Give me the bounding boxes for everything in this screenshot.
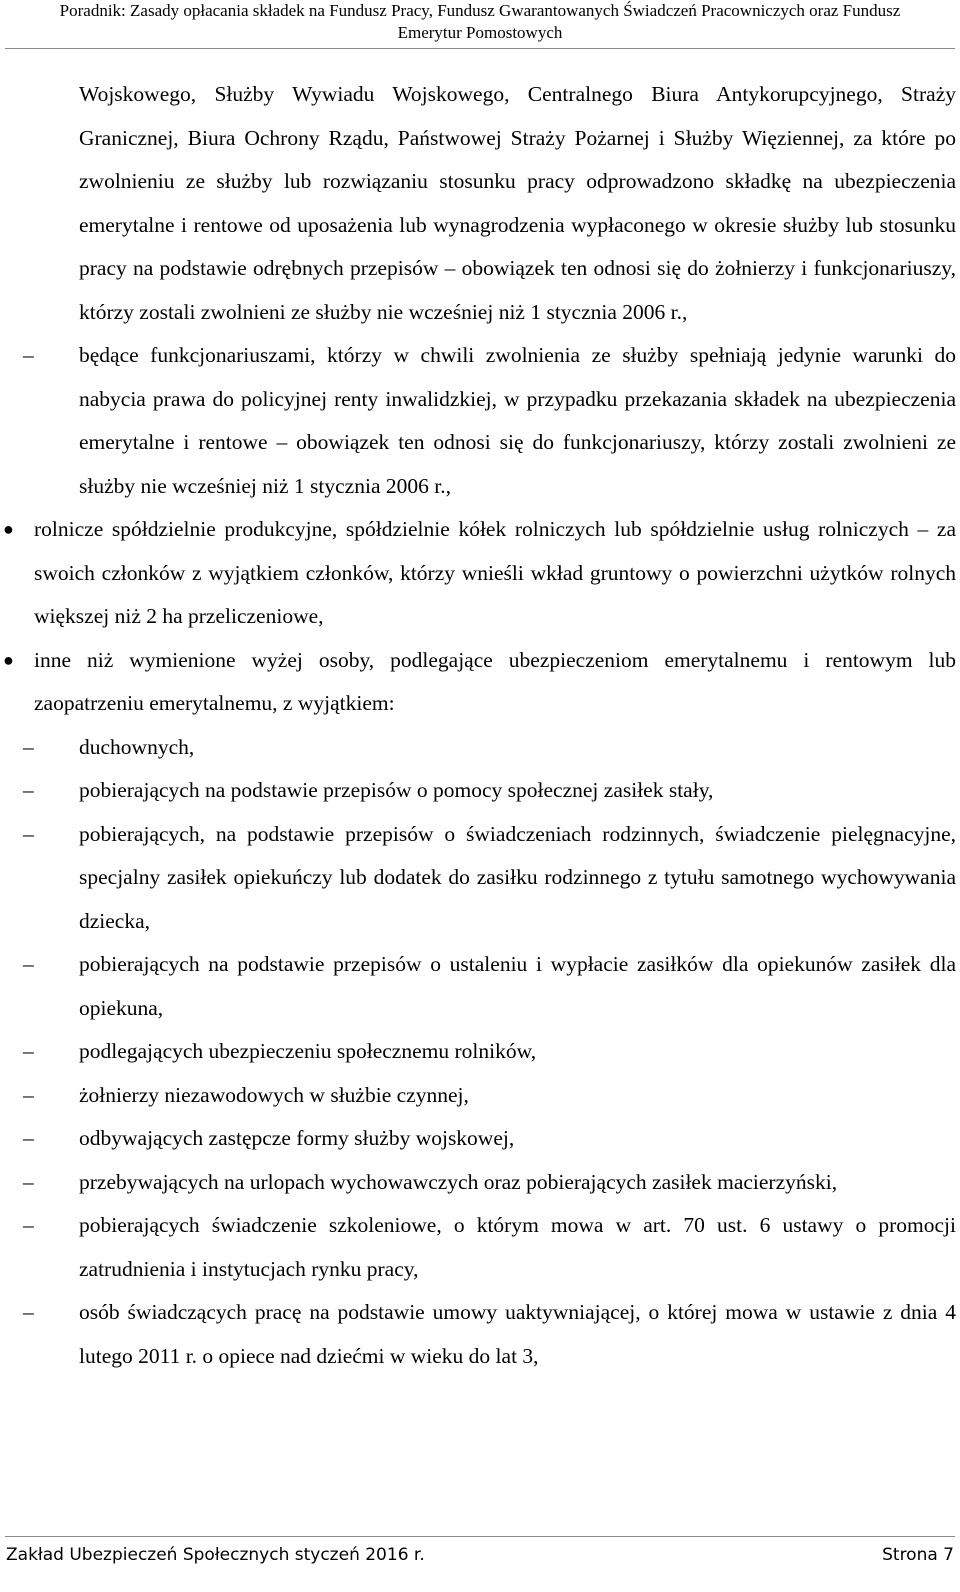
exception-text: pobierających na podstawie przepisów o pomocy społecznej zasiłek stały, bbox=[79, 778, 714, 802]
header-title-line-1: Poradnik: Zasady opłacania składek na Fundusz Pracy, Fundusz Gwarantowanych Świadczeń Pracowniczych oraz Fundusz bbox=[59, 1, 901, 20]
dash-marker: – bbox=[23, 1169, 34, 1194]
exception-item bbox=[0, 1291, 956, 1378]
list-item bbox=[0, 639, 956, 726]
bullet-marker: ● bbox=[3, 519, 14, 539]
exception-item bbox=[0, 943, 956, 1030]
list-item-text: inne niż wymienione wyżej osoby, podlegające ubezpieczeniom emerytalnemu i rentowym lub zaopatrzeniu emerytalnemu, z wyjątkiem: bbox=[34, 647, 956, 715]
list-item bbox=[0, 508, 956, 639]
exception-item bbox=[0, 769, 956, 813]
exception-item bbox=[0, 1030, 956, 1074]
dash-marker: – bbox=[23, 1082, 34, 1107]
dash-marker: – bbox=[23, 1300, 34, 1324]
exception-text: podlegających ubezpieczeniu społecznemu rolników, bbox=[79, 1039, 537, 1063]
exception-text: pobierających, na podstawie przepisów o świadczeniach rodzinnych, świadczenie pielęgnacyjne, specjalny zasiłek opiekuńczy lub dodatek do zasiłku rodzinnego z tytułu samotnego wychowywania dziecka, bbox=[79, 821, 956, 933]
continuation-paragraph: Wojskowego, Służby Wywiadu Wojskowego, Centralnego Biura Antykorupcyjnego, Straży Granicznej, Biura Ochrony Rządu, Państwowej Straży Pożarnej i Służby Więziennej, za które po zwolnieniu ze służby lub rozwiązaniu stosunku pracy odprowadzono składkę na ubezpieczenia emerytalne i rentowe od uposażenia lub wynagrodzenia wypłaconego w okresie służby lub stosunku pracy na podstawie odrębnych przepisów – obowiązek ten odnosi się do żołnierzy i funkcjonariuszy, którzy zostali zwolnieni ze służby nie wcześniej niż 1 stycznia 2006 r., bbox=[79, 82, 956, 324]
exception-text: pobierających świadczenie szkoleniowe, o którym mowa w art. 70 ust. 6 ustawy o promocji zatrudnienia i instytucjach rynku pracy, bbox=[79, 1213, 956, 1281]
dash-marker: – bbox=[23, 778, 34, 802]
footer-divider bbox=[5, 1536, 955, 1537]
bullet-marker: ● bbox=[3, 649, 14, 670]
list-item-text: będące funkcjonariuszami, którzy w chwili zwolnienia ze służby spełniają jedynie warunki do nabycia prawa do policyjnej renty inwalidzkiej, w przypadku przekazania składek na ubezpieczenia emerytalne i rentowe – obowiązek ten odnosi się do funkcjonariuszy, którzy zostali zwolnieni ze służby nie wcześniej niż 1 stycznia 2006 r., bbox=[79, 343, 956, 498]
exception-text: odbywających zastępcze formy służby wojskowej, bbox=[79, 1126, 515, 1150]
dash-marker: – bbox=[23, 1039, 34, 1063]
exception-item bbox=[0, 1117, 956, 1161]
dash-marker: – bbox=[23, 952, 34, 976]
exception-text: duchownych, bbox=[79, 734, 195, 759]
header-divider bbox=[5, 48, 955, 49]
header-title-line-2: Emerytur Pomostowych bbox=[397, 23, 563, 42]
list-item-text: rolnicze spółdzielnie produkcyjne, spółdzielnie kółek rolniczych lub spółdzielnie usług rolniczych – za swoich członków z wyjątkiem członków, którzy wnieśli wkład gruntowy o powierzchni użytków rolnych większej niż 2 ha przeliczeniowe, bbox=[34, 517, 956, 628]
dash-marker: – bbox=[23, 1213, 34, 1237]
dash-marker: – bbox=[23, 343, 34, 367]
exception-item bbox=[0, 1161, 956, 1205]
exception-text: przebywających na urlopach wychowawczych oraz pobierających zasiłek macierzyński, bbox=[79, 1169, 838, 1194]
exception-item bbox=[0, 726, 956, 770]
dash-marker: – bbox=[23, 821, 34, 846]
exception-text: żołnierzy niezawodowych w służbie czynnej, bbox=[79, 1082, 469, 1107]
exception-item bbox=[0, 1074, 956, 1118]
exception-item bbox=[0, 1204, 956, 1291]
exception-item bbox=[0, 813, 956, 944]
list-item bbox=[0, 334, 956, 508]
footer-publisher: Zakład Ubezpieczeń Społecznych styczeń 2016 r. bbox=[6, 1545, 425, 1565]
page-header bbox=[0, 0, 960, 44]
exception-text: pobierających na podstawie przepisów o ustaleniu i wypłacie zasiłków dla opiekunów zasiłek dla opiekuna, bbox=[79, 952, 956, 1020]
page-number: Strona 7 bbox=[882, 1545, 954, 1565]
dash-marker: – bbox=[23, 734, 34, 759]
document-body bbox=[0, 73, 960, 1378]
dash-marker: – bbox=[23, 1126, 34, 1150]
exception-text: osób świadczących pracę na podstawie umowy uaktywniającej, o której mowa w ustawie z dnia 4 lutego 2011 r. o opiece nad dziećmi w wieku do lat 3, bbox=[79, 1300, 956, 1368]
